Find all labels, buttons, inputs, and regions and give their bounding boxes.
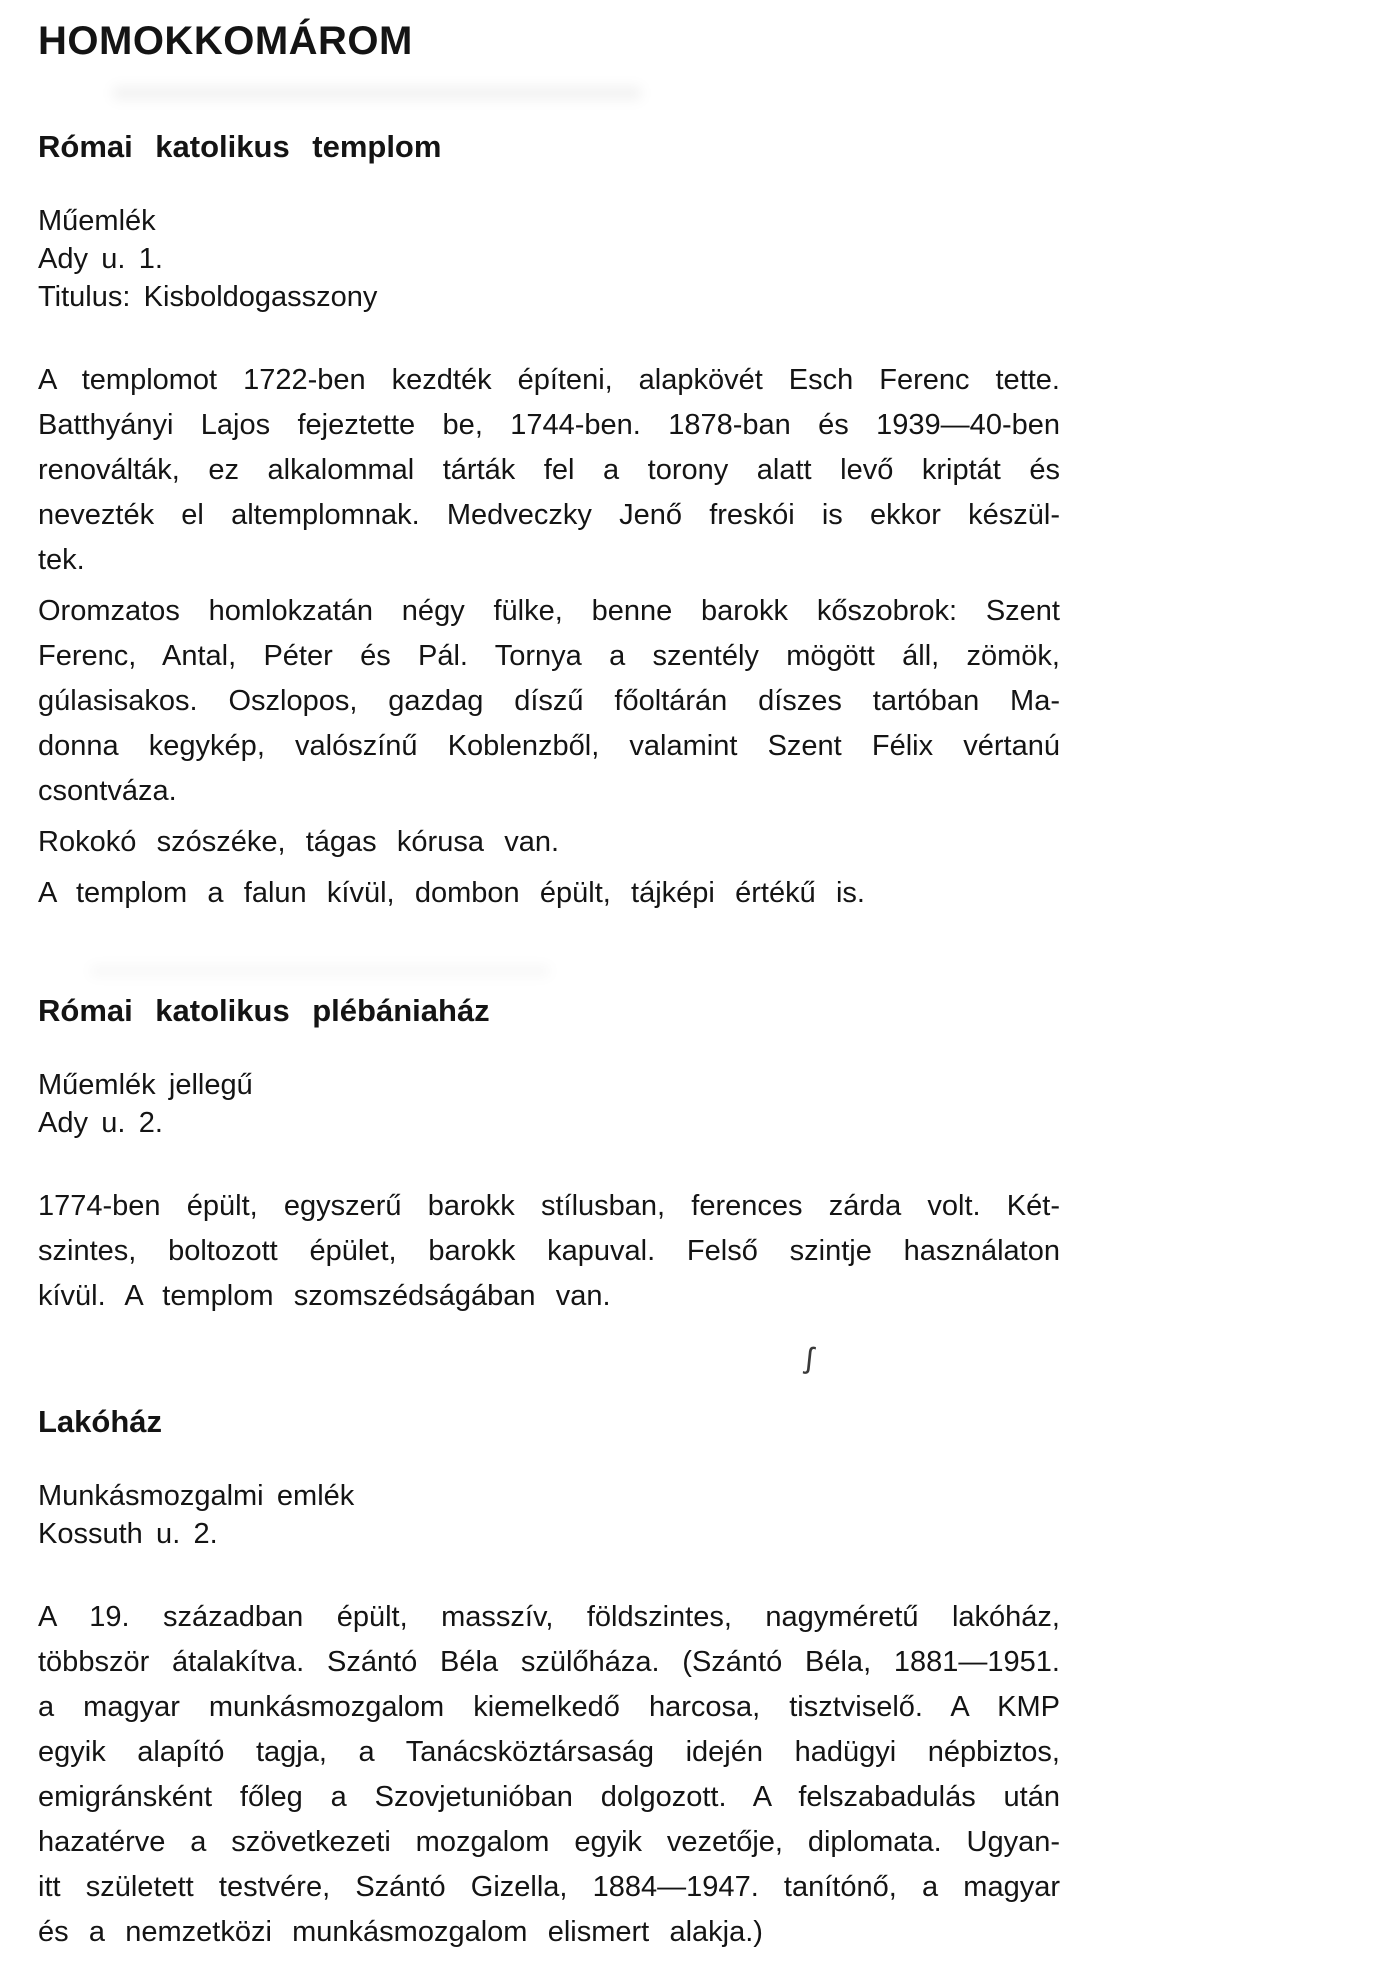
text-line: A 19. században épült, masszív, földszintes, nagyméretű lakóház, bbox=[38, 1601, 1060, 1633]
text-line: renoválták, ez alkalommal tárták fel a torony alatt levő kriptát és bbox=[38, 454, 1060, 486]
text-line: itt született testvére, Szántó Gizella, 1884—1947. tanítónő, a magyar bbox=[38, 1871, 1060, 1903]
text-line: 1774-ben épült, egyszerű barokk stílusban, ferences zárda volt. Két- bbox=[38, 1190, 1060, 1222]
section-heading: Római katolikus templom bbox=[38, 129, 442, 164]
text-line: A templom a falun kívül, dombon épült, tájképi értékű is. bbox=[38, 877, 865, 909]
text-line: szintes, boltozott épület, barokk kapuval. Felső szintje használaton bbox=[38, 1235, 1060, 1267]
meta-line: Titulus: Kisboldogasszony bbox=[38, 281, 378, 313]
meta-line: Ady u. 1. bbox=[38, 243, 163, 275]
sections bbox=[38, 128, 1060, 1955]
text-line: Batthyányi Lajos fejeztette be, 1744-ben. 1878-ban és 1939—40-ben bbox=[38, 409, 1060, 441]
meta-line: Műemlék jellegű bbox=[38, 1069, 253, 1101]
section-heading: Lakóház bbox=[38, 1404, 163, 1439]
text-line: kívül. A templom szomszédságában van. bbox=[38, 1280, 611, 1312]
paragraph bbox=[38, 871, 1060, 916]
text-line: egyik alapító tagja, a Tanácsköztársaság idején hadügyi népbiztos, bbox=[38, 1736, 1060, 1768]
document-section bbox=[38, 992, 1060, 1319]
text-line: tek. bbox=[38, 544, 85, 576]
ink-speck-mark: ʃ bbox=[804, 1341, 815, 1376]
paragraph bbox=[38, 589, 1060, 814]
paragraph bbox=[38, 820, 1060, 865]
meta-line: Munkásmozgalmi emlék bbox=[38, 1480, 355, 1512]
text-line: Rokokó szószéke, tágas kórusa van. bbox=[38, 826, 560, 858]
document-section bbox=[38, 1403, 1060, 1955]
meta-block bbox=[38, 202, 1060, 316]
document-section bbox=[38, 128, 1060, 916]
text-line: a magyar munkásmozgalom kiemelkedő harcosa, tisztviselő. A KMP bbox=[38, 1691, 1060, 1723]
text-line: Ferenc, Antal, Péter és Pál. Tornya a szentély mögött áll, zömök, bbox=[38, 640, 1060, 672]
text-line: nevezték el altemplomnak. Medveczky Jenő freskói is ekkor készül- bbox=[38, 499, 1060, 531]
text-line: többször átalakítva. Szántó Béla szülőháza. (Szántó Béla, 1881—1951. bbox=[38, 1646, 1060, 1678]
page-title: HOMOKKOMÁROM bbox=[38, 19, 413, 63]
meta-line: Kossuth u. 2. bbox=[38, 1518, 218, 1550]
meta-block bbox=[38, 1477, 1060, 1553]
section-heading: Római katolikus plébániaház bbox=[38, 993, 490, 1028]
paragraph bbox=[38, 1595, 1060, 1955]
text-line: csontváza. bbox=[38, 775, 177, 807]
meta-line: Ady u. 2. bbox=[38, 1107, 163, 1139]
meta-block bbox=[38, 1066, 1060, 1142]
text-line: és a nemzetközi munkásmozgalom elismert alakja.) bbox=[38, 1916, 763, 1948]
text-line: A templomot 1722-ben kezdték építeni, alapkövét Esch Ferenc tette. bbox=[38, 364, 1060, 396]
text-line: Oromzatos homlokzatán négy fülke, benne barokk kőszobrok: Szent bbox=[38, 595, 1060, 627]
text-line: hazatérve a szövetkezeti mozgalom egyik vezetője, diplomata. Ugyan- bbox=[38, 1826, 1060, 1858]
text-line: donna kegykép, valószínű Koblenzből, valamint Szent Félix vértanú bbox=[38, 730, 1060, 762]
text-line: gúlasisakos. Oszlopos, gazdag díszű főoltárán díszes tartóban Ma- bbox=[38, 685, 1060, 717]
text-line: emigránsként főleg a Szovjetunióban dolgozott. A felszabadulás után bbox=[38, 1781, 1060, 1813]
paragraph bbox=[38, 358, 1060, 583]
paragraph bbox=[38, 1184, 1060, 1319]
meta-line: Műemlék bbox=[38, 205, 156, 237]
